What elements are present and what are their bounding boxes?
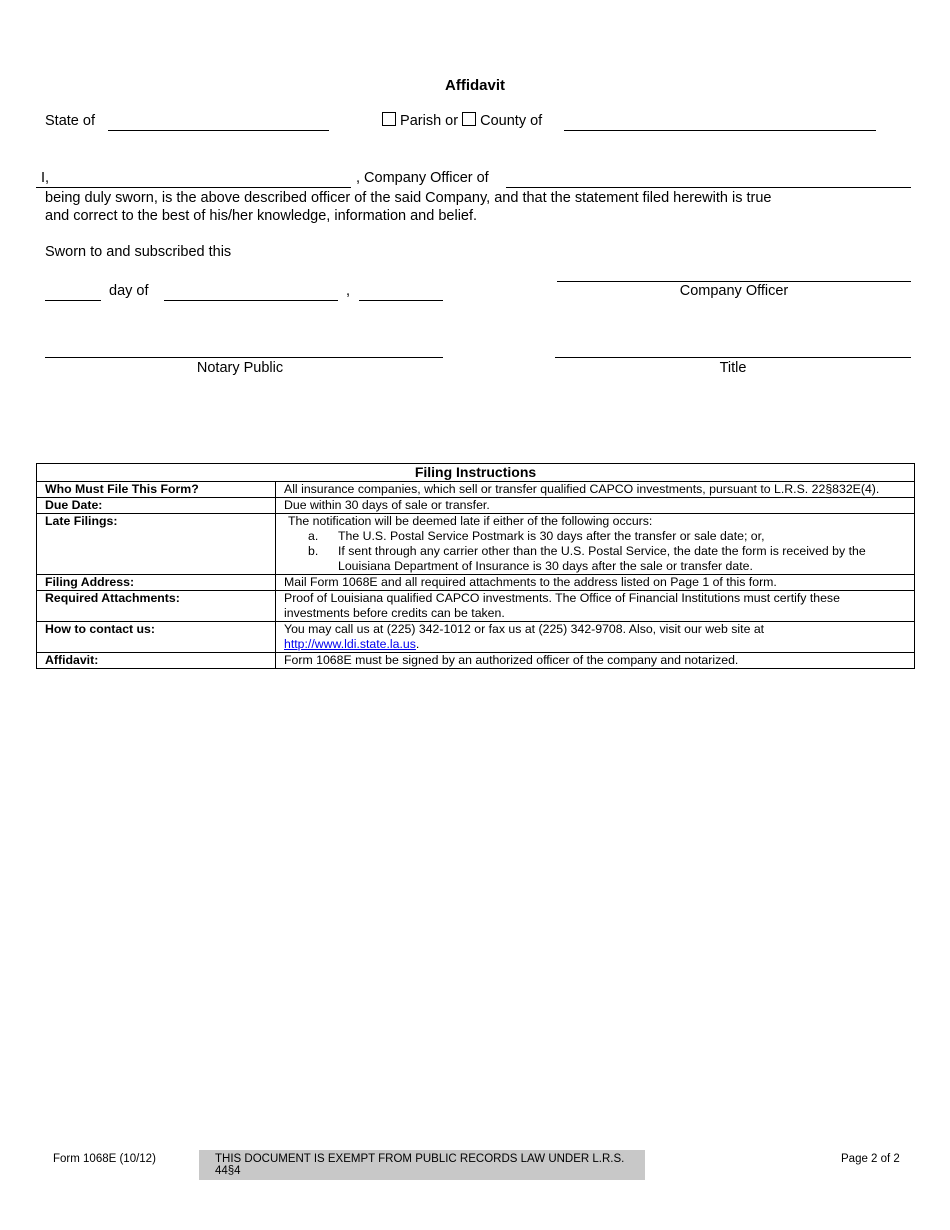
day-field[interactable] bbox=[45, 300, 101, 301]
table-row bbox=[37, 482, 915, 498]
notary-signature-line[interactable] bbox=[45, 357, 443, 358]
sworn-label: Sworn to and subscribed this bbox=[45, 244, 232, 260]
table-row bbox=[37, 591, 915, 622]
form-id: Form 1068E (10/12) bbox=[53, 1153, 156, 1165]
row-text: All insurance companies, which sell or transfer qualified CAPCO investments, pursuant to L.R.S. 22§832E(4). bbox=[276, 482, 915, 498]
title-signature-line[interactable] bbox=[555, 357, 911, 358]
page-title: Affidavit bbox=[445, 77, 505, 94]
i-label: I, bbox=[41, 170, 50, 186]
table-row bbox=[37, 622, 915, 653]
parish-label: Parish or bbox=[400, 113, 459, 129]
row-text: Mail Form 1068E and all required attachments to the address listed on Page 1 of this form. bbox=[276, 575, 915, 591]
notary-label: Notary Public bbox=[196, 360, 284, 376]
link-period: . bbox=[415, 637, 420, 651]
company-name-field[interactable] bbox=[506, 187, 911, 188]
row-text: Due within 30 days of sale or transfer. bbox=[276, 498, 915, 514]
list-marker: a. bbox=[308, 529, 319, 543]
parish-county-field[interactable] bbox=[564, 130, 876, 131]
county-label: County of bbox=[480, 113, 543, 129]
filing-instructions-heading: Filing Instructions bbox=[37, 464, 915, 482]
statement-line-1: being duly sworn, is the above described officer of the said Company, and that the statement filed herewith is true bbox=[45, 190, 772, 206]
list-text: If sent through any carrier other than the U.S. Postal Service, the date the form is received by the Louisiana Department of Insurance is 30 days after the sale or transfer date. bbox=[338, 544, 866, 573]
table-row bbox=[37, 575, 915, 591]
row-text: The notification will be deemed late if either of the following occurs: bbox=[288, 514, 653, 528]
row-text: Proof of Louisiana qualified CAPCO investments. The Office of Financial Institutions must certify these investments before credits can be taken. bbox=[276, 591, 915, 622]
row-text: You may call us at (225) 342-1012 or fax us at (225) 342-9708. Also, visit our web site at bbox=[284, 622, 765, 636]
exempt-notice: THIS DOCUMENT IS EXEMPT FROM PUBLIC RECORDS LAW UNDER L.R.S. 44§4 bbox=[199, 1150, 645, 1180]
row-label: How to contact us: bbox=[37, 622, 276, 653]
list-item bbox=[284, 529, 906, 544]
list-text: The U.S. Postal Service Postmark is 30 days after the transfer or sale date; or, bbox=[338, 529, 765, 543]
company-officer-label: Company Officer bbox=[679, 283, 789, 299]
table-row bbox=[37, 498, 915, 514]
comma-label: , bbox=[346, 283, 351, 299]
row-label: Who Must File This Form? bbox=[37, 482, 276, 498]
table-row bbox=[37, 653, 915, 669]
row-label: Affidavit: bbox=[37, 653, 276, 669]
state-field[interactable] bbox=[108, 130, 329, 131]
filing-instructions-table bbox=[36, 463, 915, 669]
parish-checkbox[interactable] bbox=[382, 112, 396, 126]
day-of-label: day of bbox=[109, 283, 149, 299]
title-label: Title bbox=[719, 360, 747, 376]
year-field[interactable] bbox=[359, 300, 443, 301]
parish-county-group bbox=[382, 112, 542, 130]
county-checkbox[interactable] bbox=[462, 112, 476, 126]
statement-line-2: and correct to the best of his/her knowledge, information and belief. bbox=[45, 208, 478, 224]
list-marker: b. bbox=[308, 544, 319, 558]
row-text: Form 1068E must be signed by an authorized officer of the company and notarized. bbox=[276, 653, 915, 669]
list-item bbox=[284, 544, 906, 574]
row-label: Due Date: bbox=[37, 498, 276, 514]
month-field[interactable] bbox=[164, 300, 338, 301]
late-filings-cell bbox=[276, 514, 915, 575]
page-number: Page 2 of 2 bbox=[841, 1153, 900, 1165]
officer-name-field[interactable] bbox=[36, 187, 351, 188]
table-header-row bbox=[37, 464, 915, 482]
website-link[interactable]: http://www.ldi.state.la.us bbox=[284, 637, 416, 651]
state-label: State of bbox=[45, 113, 95, 129]
officer-of-label: , Company Officer of bbox=[356, 170, 489, 186]
row-label: Late Filings: bbox=[37, 514, 276, 575]
table-row bbox=[37, 514, 915, 575]
row-label: Required Attachments: bbox=[37, 591, 276, 622]
contact-cell bbox=[276, 622, 915, 653]
row-label: Filing Address: bbox=[37, 575, 276, 591]
